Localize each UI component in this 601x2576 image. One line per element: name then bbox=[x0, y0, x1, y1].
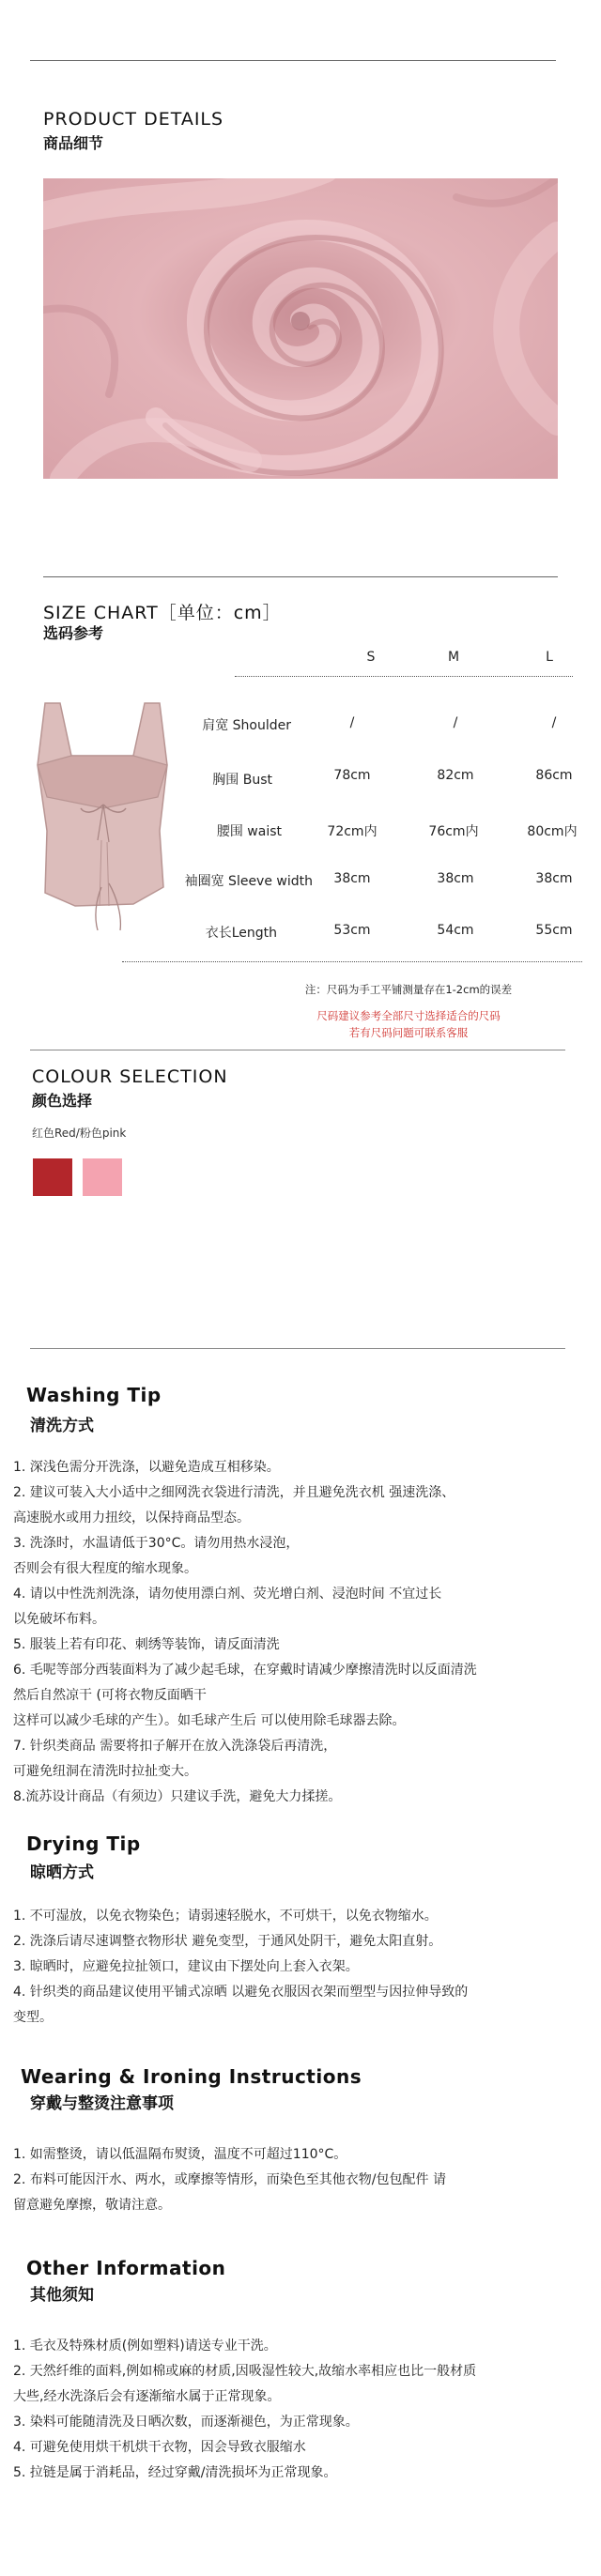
row-bust-s: 78cm bbox=[333, 768, 371, 783]
row-length-l: 55cm bbox=[535, 923, 573, 938]
drying-instructions bbox=[13, 1904, 468, 2031]
size-header-l: L bbox=[546, 650, 553, 665]
row-label-bust: 胸围 Bust bbox=[212, 773, 272, 788]
ironing-line: 留意避免摩擦，敬请注意。 bbox=[13, 2198, 171, 2213]
washing-subtitle: 清洗方式 bbox=[30, 1417, 94, 1435]
row-label-sleeve: 袖圈宽 Sleeve width bbox=[184, 874, 313, 889]
washing-line: 3. 洗涤时，水温请低于30°C。请勿用热水浸泡， bbox=[13, 1536, 300, 1551]
other-line: 3. 染料可能随清洗及日晒次数，而逐渐褪色，为正常现象。 bbox=[13, 2415, 359, 2430]
other-line: 2. 天然纤维的面料,例如棉或麻的材质,因吸湿性较大,故缩水率相应也比一般材质 bbox=[13, 2364, 477, 2379]
washing-line: 8.流苏设计商品（有须边）只建议手洗，避免大力揉搓。 bbox=[13, 1789, 342, 1804]
other-line: 大些,经水洗涤后会有逐渐缩水属于正常现象。 bbox=[13, 2389, 281, 2404]
colour-subtitle: 颜色选择 bbox=[32, 1092, 93, 1110]
ironing-instructions bbox=[13, 2142, 446, 2218]
size-chart-title: SIZE CHART［单位：cm］ bbox=[43, 603, 282, 623]
swatch-red[interactable] bbox=[33, 1158, 72, 1196]
washing-line: 7. 针织类商品 需要将扣子解开在放入洗涤袋后再清洗， bbox=[13, 1739, 337, 1754]
product-details-title: PRODUCT DETAILS bbox=[43, 109, 224, 130]
washing-line: 5. 服装上若有印花、刺绣等装饰，请反面清洗 bbox=[13, 1637, 280, 1652]
garment-illustration bbox=[28, 699, 178, 934]
ironing-subtitle: 穿戴与整烫注意事项 bbox=[30, 2094, 174, 2113]
size-note-advice: 尺码建议参考全部尺寸选择适合的尺码 bbox=[316, 1009, 501, 1022]
drying-line: 1. 不可湿放，以免衣物染色；请弱速轻脱水，不可烘干，以免衣物缩水。 bbox=[13, 1909, 438, 1924]
colour-caption: 红色Red/粉色pink bbox=[32, 1127, 127, 1140]
row-length-m: 54cm bbox=[437, 923, 474, 938]
row-shoulder-l: / bbox=[551, 715, 557, 730]
size-note-contact: 若有尺码问题可联系客服 bbox=[348, 1026, 469, 1039]
washing-title: Washing Tip bbox=[26, 1384, 162, 1406]
washing-line: 可避免纽洞在清洗时拉扯变大。 bbox=[13, 1764, 197, 1779]
other-subtitle: 其他须知 bbox=[30, 2286, 94, 2305]
drying-subtitle: 晾晒方式 bbox=[30, 1863, 94, 1882]
row-shoulder-s: / bbox=[349, 715, 355, 730]
row-sleeve-l: 38cm bbox=[535, 871, 573, 886]
row-length-s: 53cm bbox=[333, 923, 371, 938]
swatch-pink[interactable] bbox=[83, 1158, 122, 1196]
product-details-subtitle: 商品细节 bbox=[43, 134, 104, 152]
ironing-line: 2. 布料可能因汗水、两水，或摩擦等情形，而染色至其他衣物/包包配件 请 bbox=[13, 2172, 446, 2187]
row-bust-l: 86cm bbox=[535, 768, 573, 783]
ironing-line: 1. 如需整烫，请以低温隔布熨烫，温度不可超过110°C。 bbox=[13, 2147, 347, 2162]
row-waist-m: 76cm内 bbox=[428, 824, 479, 839]
top-divider bbox=[30, 60, 556, 61]
drying-title: Drying Tip bbox=[26, 1832, 141, 1855]
other-title: Other Information bbox=[26, 2257, 226, 2279]
washing-line: 2. 建议可装入大小适中之细网洗衣袋进行清洗，并且避免洗衣机 强速洗涤、 bbox=[13, 1485, 455, 1500]
drying-line: 3. 晾晒时，应避免拉扯领口，建议由下摆处向上套入衣架。 bbox=[13, 1959, 359, 1974]
size-divider bbox=[43, 576, 558, 577]
other-line: 5. 拉链是属于消耗品，经过穿戴/清洗损坏为正常现象。 bbox=[13, 2465, 337, 2480]
other-line: 4. 可避免使用烘干机烘干衣物，因会导致衣服缩水 bbox=[13, 2440, 306, 2455]
washing-line: 以免破坏布料。 bbox=[13, 1612, 105, 1627]
row-shoulder-m: / bbox=[453, 715, 458, 730]
row-sleeve-m: 38cm bbox=[437, 871, 474, 886]
drying-line: 变型。 bbox=[13, 2010, 53, 2025]
washing-line: 否则会有很大程度的缩水现象。 bbox=[13, 1561, 197, 1576]
size-note-measure: 注：尺码为手工平铺测量存在1-2cm的误差 bbox=[304, 983, 513, 996]
colour-title: COLOUR SELECTION bbox=[32, 1066, 228, 1087]
size-footer-dotted-line bbox=[122, 961, 582, 962]
size-header-s: S bbox=[366, 650, 376, 665]
washing-line: 高速脱水或用力扭绞，以保持商品型态。 bbox=[13, 1510, 250, 1526]
ironing-title: Wearing & Ironing Instructions bbox=[21, 2065, 362, 2088]
drying-line: 4. 针织类的商品建议使用平铺式凉晒 以避免衣服因衣架而塑型与因拉伸导致的 bbox=[13, 1985, 469, 2000]
drying-line: 2. 洗涤后请尽速调整衣物形状 避免变型，于通风处阴干，避免太阳直射。 bbox=[13, 1934, 442, 1949]
fabric-detail-image bbox=[43, 178, 558, 479]
washing-line: 这样可以减少毛球的产生）。如毛球产生后 可以使用除毛球器去除。 bbox=[13, 1713, 406, 1728]
care-divider bbox=[30, 1348, 565, 1349]
row-sleeve-s: 38cm bbox=[333, 871, 371, 886]
row-label-length: 衣长Length bbox=[205, 926, 277, 941]
row-bust-m: 82cm bbox=[437, 768, 474, 783]
size-header-m: M bbox=[447, 650, 460, 665]
row-label-waist: 腰围 waist bbox=[216, 824, 282, 839]
row-label-shoulder: 肩宽 Shoulder bbox=[202, 718, 291, 733]
washing-line: 6. 毛呢等部分西装面料为了减少起毛球，在穿戴时请减少摩擦清洗时以反面清洗 bbox=[13, 1663, 477, 1678]
other-line: 1. 毛衣及特殊材质(例如塑料)请送专业干洗。 bbox=[13, 2338, 277, 2354]
washing-instructions bbox=[13, 1455, 477, 1810]
washing-line: 然后自然凉干 (可将衣物反面晒干 bbox=[13, 1688, 207, 1703]
washing-line: 4. 请以中性洗剂洗涤，请勿使用漂白剂、荧光增白剂、浸泡时间 不宜过长 bbox=[13, 1587, 442, 1602]
row-waist-s: 72cm内 bbox=[327, 824, 378, 839]
washing-line: 1. 深浅色需分开洗涤，以避免造成互相移染。 bbox=[13, 1460, 280, 1475]
other-instructions bbox=[13, 2334, 476, 2486]
size-chart-subtitle: 选码参考 bbox=[43, 624, 104, 642]
row-waist-l: 80cm内 bbox=[527, 824, 578, 839]
size-header-dotted-line bbox=[235, 676, 573, 677]
